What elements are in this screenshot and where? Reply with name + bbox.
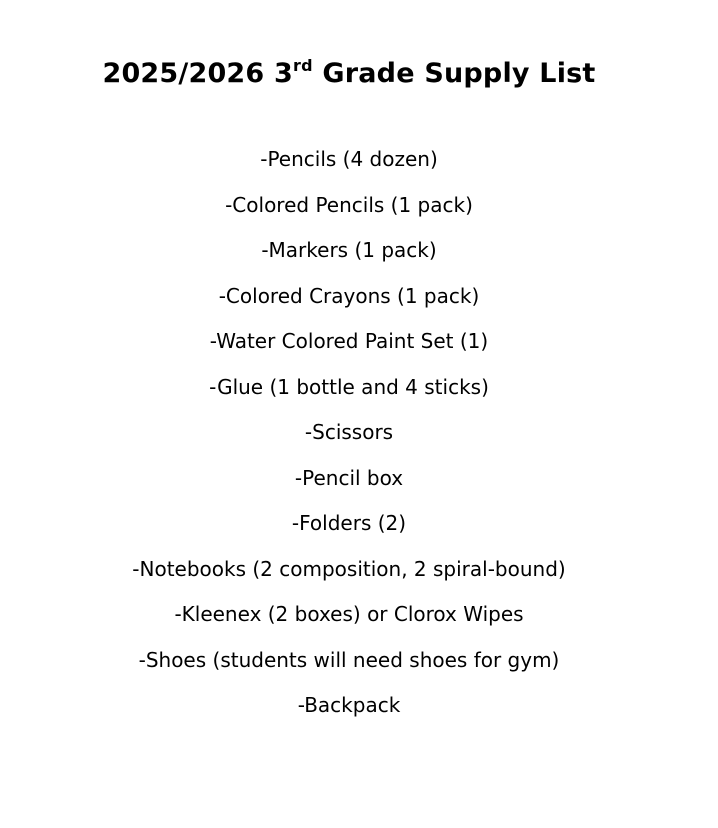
supply-list: [0, 145, 698, 737]
supply-item-notebooks: -Notebooks (2 composition, 2 spiral-bound): [132, 556, 566, 581]
supply-item-shoes: -Shoes (students will need shoes for gym): [138, 647, 560, 672]
title-year: 2025/2026: [102, 58, 265, 89]
supply-item-water-color-paint-set: -Water Colored Paint Set (1): [209, 329, 489, 353]
supply-item-pencils: -Pencils (4 dozen): [260, 147, 438, 171]
supply-item-colored-crayons: -Colored Crayons (1 pack): [218, 283, 480, 308]
title-grade-suffix: rd: [293, 56, 313, 75]
supply-item-colored-pencils: -Colored Pencils (1 pack): [225, 192, 473, 217]
page-title: [0, 58, 698, 89]
supply-item-scissors: -Scissors: [304, 420, 394, 444]
supply-item-backpack: -Backpack: [297, 693, 401, 717]
supply-item-pencil-box: -Pencil box: [294, 465, 404, 490]
supply-item-glue: -Glue (1 bottle and 4 sticks): [209, 374, 489, 399]
supply-item-kleenex: -Kleenex (2 boxes) or Clorox Wipes: [174, 602, 524, 626]
title-grade-number: 3: [274, 58, 294, 89]
title-rest: Grade Supply List: [322, 58, 596, 89]
supply-item-folders: -Folders (2): [291, 511, 407, 535]
supply-item-markers: -Markers (1 pack): [261, 238, 437, 262]
